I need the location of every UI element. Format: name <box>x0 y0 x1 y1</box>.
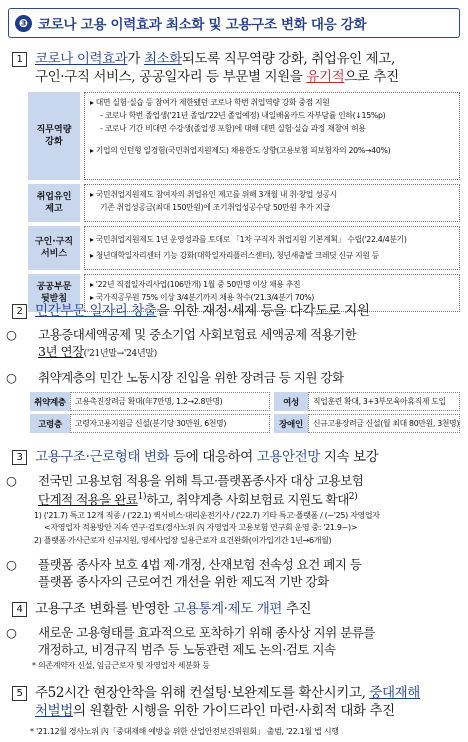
highlight-text: 최소화 <box>143 51 182 67</box>
grid-label: 여성 <box>274 392 308 411</box>
bullet-text: 플랫폼 종사자의 근로여건 개선을 위한 제도적 기반 강화 <box>38 574 329 589</box>
grid-label: 장애인 <box>274 414 308 433</box>
content-line: ▸ 국가직공무원 75% 이상 3/4분기까지 채용 착수('21.3/4분기 70%) <box>90 293 315 302</box>
content-line: ▸ '22년 직접일자리사업(106만개) 1월 중 50만명 이상 채용 추진 <box>90 280 301 289</box>
content-line: ▸ 기업의 인턴형 일경험(국민취업지원제도) 채용한도 상향(고용보험 피보험자의 20%→40%) <box>90 146 391 155</box>
content-line: ▸ 국민취업지원제도 참여자의 취업유인 제고를 위해 3개월 내 취·창업 성공시 <box>90 190 338 199</box>
section-number-box: 5 <box>12 686 27 701</box>
section-3-heading <box>12 448 455 466</box>
grid-cell: 고용촉진장려금 확대(年7만명, 1.2→2.8만명) <box>70 392 270 411</box>
grid-cell: 직업훈련 확대, 3+3부모육아휴직제 도입 <box>308 392 460 411</box>
section-2-heading <box>12 302 455 320</box>
row-content <box>84 92 460 180</box>
grid-label: 취약계층 <box>30 392 70 411</box>
highlight-text: 민간부문 일자리 창출 <box>35 303 157 319</box>
section-number-box: 1 <box>12 52 27 67</box>
table-row <box>28 226 460 270</box>
bullet-text: 전국민 고용보험 적용을 위해 특고·플랫폼종사자 대상 고용보험 <box>38 473 364 488</box>
heading-text: 주52시간 현장안착을 위해 컨설팅·보완제도를 확산시키고, <box>35 685 370 701</box>
heading-text: 구인·구직 서비스, 공공일자리 등 부문별 지원을 <box>35 69 307 85</box>
heading-text: 고용구조 변화를 반영한 <box>35 601 174 617</box>
table-row <box>28 92 460 180</box>
footnote-ref: 2) <box>348 492 358 502</box>
bullet-text: ('21년말→'24년말) <box>83 349 157 359</box>
footnote-line: 1) ('21.7) 특고 12개 직종 / ('22.1) 퀵서비스·대리운전기사 / ('22.7) 기타 특고·플랫폼 / (~'25) 자영업자 <box>34 511 380 520</box>
bullet-item: ○ 고용증대세액공제 및 중소기업 사회보험료 세액공제 적용기한 3년 연장('21년말→'24년말) <box>6 327 357 359</box>
footnote-line: * 의존계약자 신설, 임금근로자 및 자영업자 세분화 등 <box>32 661 210 670</box>
highlight-text: 코로나 이력효과 <box>35 51 128 67</box>
bullet-text: 새로운 고용형태를 효과적으로 포착하기 위해 종사상 지위 분류를 <box>38 625 375 640</box>
highlight-text: 고용구조·근로형태 변화 <box>35 449 170 465</box>
content-line: - 코로나 학번 졸업생('21년 졸업/'22년 졸업예정) 내일배움카드 자부담률 인하(↓15%p) <box>100 111 386 120</box>
support-grid-row <box>30 392 460 411</box>
highlight-text: 유기적 <box>306 69 345 85</box>
section-title-bar <box>8 8 460 38</box>
bullet-text: 플랫폼 종사자 보호 4법 제·개정, 산재보험 전속성 요건 폐지 등 <box>38 557 362 572</box>
bullet-text: 개정하고, 비경규직 범주 등 노동관련 제도 논의·검토 지속 <box>38 642 336 657</box>
row-label: 구인·구직 서비스 <box>28 226 80 270</box>
highlight-text: 단계적 적용을 완료 <box>38 492 138 508</box>
section-number-box: 4 <box>12 602 27 617</box>
section-5-heading <box>12 684 455 720</box>
title-number-badge: ❸ <box>15 15 32 32</box>
section-number-box: 2 <box>12 304 27 319</box>
heading-text: 지속 보강 <box>319 449 379 465</box>
support-measures-table <box>28 92 460 316</box>
highlight-text: 처벌법 <box>35 703 73 719</box>
bullet-text: 고용증대세액공제 및 중소기업 사회보험료 세액공제 적용기한 <box>38 327 357 342</box>
grid-cell: 신규고용장려금 신설(월 최대 80만원, 3천명) <box>308 414 460 433</box>
row-content <box>84 184 460 222</box>
bullet-item: ○ 취약계층의 민간 노동시장 진입을 위한 장려금 등 지원 강화 <box>6 370 344 385</box>
content-line: - 코로나 기간 비대면 수강생(졸업생 포함)에 대해 대면 실험·실습 과정 재참여 허용 <box>100 124 366 133</box>
row-label: 공공부문 뒷받침 <box>28 274 80 312</box>
bullet-text: 하고, 취약계층 사회보험료 지원도 확대 <box>146 492 349 508</box>
section-title: 코로나 고용 이력효과 최소화 및 고용구조 변화 대응 강화 <box>38 17 367 33</box>
row-content <box>84 226 460 270</box>
content-line: ▸ 대면 실험·실습 등 참여가 제한됐던 코로나 학번 취업역량 강화 중점 지원 <box>90 98 330 107</box>
row-label: 직무역량 강화 <box>28 92 80 180</box>
footnote-ref: 1) <box>137 492 147 502</box>
heading-text: 등에 대응하여 <box>169 449 257 465</box>
bullet-item: ○ 플랫폼 종사자 보호 4법 제·개정, 산재보험 전속성 요건 폐지 등 플랫폼 종사자의 근로여건 개선을 위한 제도적 기반 강화 <box>6 557 362 589</box>
heading-text: 추진 <box>282 601 312 617</box>
bullet-item: ○ 전국민 고용보험 적용을 위해 특고·플랫폼종사자 대상 고용보험 단계적 적용을 완료$^{1)}$하고, 취약계층 사회보험료 지원도 확대$^{2)}$ <box>6 473 364 508</box>
row-label: 취업유인 제고 <box>28 184 80 222</box>
grid-cell: 고령자고용지원금 신설(분기당 30만원, 6천명) <box>70 414 270 433</box>
content-line: ▸ 청년대학일자리센터 기능 강화(대학일자리플러스센터), 청년새출발 크레딧 신규 지원 등 <box>90 251 380 260</box>
highlight-text: 고용통계·제도 개편 <box>173 601 283 617</box>
highlight-text: 고용안전망 <box>256 449 320 465</box>
heading-text: 의 원활한 시행을 위한 가이드라인 마련·사회적 대화 추진 <box>72 703 395 719</box>
heading-text: 되도록 직무역량 강화, 취업유인 제고, <box>181 51 395 67</box>
footnote-line: <자영업자 적용방안 지속 연구·검토(경사노위 內 자영업자 고용보험 연구회 운영 중: '21.9~)> <box>44 523 358 532</box>
section-number-box: 3 <box>12 450 27 465</box>
heading-text: 을 위한 재정·세제 등을 다각도로 지원 <box>156 303 370 319</box>
support-grid-row <box>30 414 460 433</box>
content-line: 기존 취업성공금(최대 150만원)에 조기취업성공수당 50만원 추가 지급 <box>100 203 330 212</box>
footnote-line: 2) 플랫폼·가사근로자 신규지원, 영세사업장 일용근로자 요건완화(이가입기간 1년→6개월) <box>34 536 332 545</box>
content-line: ▸ 국민취업지원제도 1년 운영성과를 토대로 「1차 구직자 취업지원 기본계획」 수립('22.4/4분기) <box>90 235 407 244</box>
table-row <box>28 184 460 222</box>
grid-label: 고령층 <box>30 414 70 433</box>
heading-text: 으로 추진 <box>344 69 399 85</box>
bullet-text: 취약계층의 민간 노동시장 진입을 위한 장려금 등 지원 강화 <box>38 370 344 385</box>
highlight-text: 중대재해 <box>369 685 420 701</box>
heading-text: 가 <box>127 51 144 67</box>
bullet-item: ○ 새로운 고용형태를 효과적으로 포착하기 위해 종사상 지위 분류를 개정하고, 비경규직 범주 등 노동관련 제도 논의·검토 지속 <box>6 625 375 657</box>
section-4-heading <box>12 600 455 618</box>
section-1-heading <box>12 50 455 86</box>
footnote-line: * '21.12월 경사노위 內「중대재해 예방을 위한 산업안전보건위원회」 출범, '22.1월 법 시행 <box>30 727 339 736</box>
highlight-text: 3년 연장 <box>38 344 84 359</box>
